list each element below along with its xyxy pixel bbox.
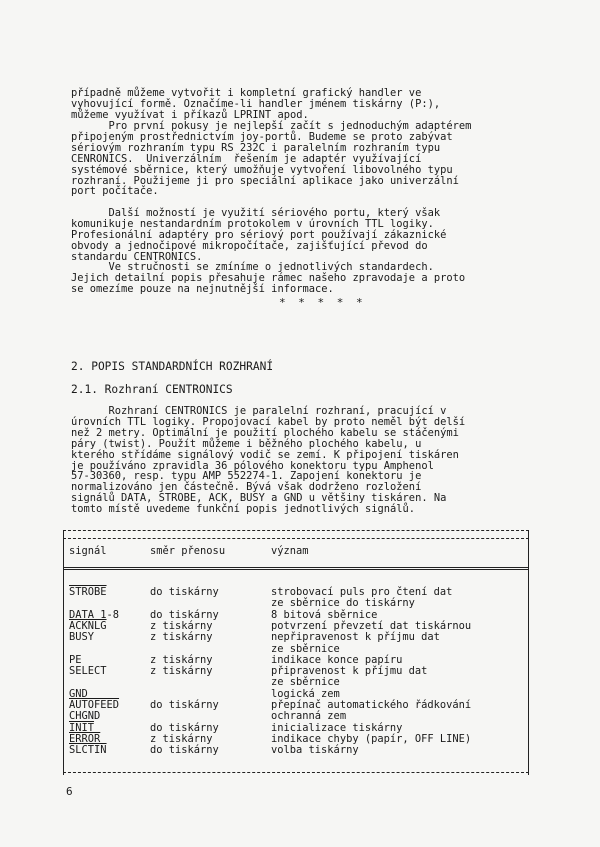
meaning-cell: připravenost k příjmu dat: [271, 665, 428, 678]
meaning-cell: nepřipravenost k příjmu dat: [271, 631, 440, 644]
meaning-cell: ze sběrnice do tiskárny: [271, 597, 415, 610]
table-row: [69, 689, 519, 700]
table-row: [69, 632, 519, 643]
table-top-rule: [63, 530, 529, 531]
table-row: [69, 711, 519, 722]
direction-cell: do tiskárny: [150, 608, 219, 621]
table-row: [69, 666, 519, 677]
table-header-meaning: význam: [271, 545, 309, 557]
text-line: rozhraní. Použijeme ji pro speciální aplikace jako univerzální: [71, 174, 459, 187]
signal-cell: PE: [69, 653, 82, 666]
meaning-cell: přepínač automatického řádkování: [271, 699, 472, 711]
meaning-cell: potvrzení převzetí dat tiskárnou: [271, 619, 472, 632]
table-header-signal: signál: [69, 545, 107, 557]
table-row: [69, 677, 519, 688]
signal-cell: INIT: [69, 721, 95, 734]
signal-cell: SLCTIN: [69, 744, 107, 757]
centronics-paragraph: [71, 406, 525, 515]
text-line: Ve stručnosti se zmíníme o jednotlivých standardech.: [71, 261, 434, 273]
meaning-cell: indikace chyby (papír, OFF LINE): [271, 732, 472, 745]
subsection-heading: 2.1. Rozhraní CENTRONICS: [71, 383, 233, 396]
intro-paragraph: [71, 208, 525, 263]
direction-cell: do tiskárny: [150, 744, 219, 757]
meaning-cell: 8 bitová sběrnice: [271, 608, 378, 621]
text-line: kterého střídáme signálový vodič se zemí. K připojení tiskáren: [71, 448, 459, 461]
table-row: [69, 598, 519, 609]
text-line: standardu CENTRONICS.: [71, 250, 203, 263]
text-line: systémové sběrnice, který umožňuje vytvoření libovolného typu: [71, 163, 453, 176]
meaning-cell: logická zem: [271, 687, 340, 700]
text-line: port počítače.: [71, 185, 159, 198]
table-row: [69, 587, 519, 598]
signal-cell: GND: [69, 687, 88, 700]
signal-cell: SELECT: [69, 665, 107, 678]
meaning-cell: ze sběrnice: [271, 642, 340, 655]
intro-paragraph: [71, 121, 525, 197]
table-row: [69, 655, 519, 666]
text-line: Profesionální adaptéry pro sériový port používají zákaznické: [71, 228, 447, 241]
meaning-cell: indikace konce papíru: [271, 653, 403, 666]
direction-cell: z tiskárny: [150, 665, 213, 678]
signal-cell: DATA 1-8: [69, 608, 120, 621]
text-line: případně můžeme vytvořit i kompletní grafický handler ve: [71, 87, 422, 99]
table-bottom-rule: [63, 772, 529, 773]
text-line: sériovým rozhraním typu RS 232C i paralelním rozhraním typu: [71, 141, 441, 154]
direction-cell: z tiskárny: [150, 619, 213, 632]
text-line: tomto místě uvedeme funkční popis jednotlivých signálů.: [71, 503, 416, 516]
table-row: [69, 723, 519, 734]
text-line: se omezíme pouze na nejnutnější informace.: [71, 282, 334, 295]
meaning-cell: strobovací puls pro čtení dat: [271, 586, 453, 598]
intro-paragraph: [71, 262, 525, 295]
text-line: páry (twist). Použít můžeme i běžného plochého kabelu, u: [71, 437, 422, 450]
table-row: [69, 700, 519, 711]
text-line: signálů DATA, STROBE, ACK, BUSY a GND u většiny tiskáren. Na: [71, 492, 447, 505]
text-line: CENRONICS. Univerzálním řešením je adaptér využívající: [71, 152, 422, 165]
text-line: Další možností je využití sériového portu, který však: [71, 207, 441, 219]
direction-cell: z tiskárny: [150, 732, 213, 745]
table-header-rule: [63, 567, 529, 570]
table-row: [69, 745, 519, 756]
direction-cell: z tiskárny: [150, 653, 213, 666]
direction-cell: do tiskárny: [150, 586, 219, 598]
text-line: normalizováno jen částečně. Bývá však dodrženo rozložení: [71, 481, 422, 494]
table-row: [69, 734, 519, 745]
table-row: [69, 610, 519, 621]
meaning-cell: volba tiskárny: [271, 744, 359, 757]
direction-cell: do tiskárny: [150, 699, 219, 711]
signal-cell: STROBE: [69, 586, 107, 598]
text-line: můžeme využívat i příkazů LPRINT apod.: [71, 108, 309, 121]
signal-cell: ERROR: [69, 732, 101, 745]
table-top-rule-2: [63, 538, 529, 539]
direction-cell: do tiskárny: [150, 721, 219, 734]
direction-cell: z tiskárny: [150, 631, 213, 644]
table-row: [69, 644, 519, 655]
section-separator-stars: * * * * *: [279, 296, 366, 309]
text-line: 57-30360, resp. typu AMP 552274-1. Zapojení konektoru je: [71, 470, 422, 483]
text-line: vyhovující formě. Označíme-li handler jménem tiskárny (P:),: [71, 97, 441, 110]
meaning-cell: ochranná zem: [271, 710, 347, 723]
text-line: obvody a jednočipové mikropočítače, zajišťující převod do: [71, 239, 428, 252]
signal-cell: ACKNLG: [69, 619, 107, 632]
text-line: Jejich detailní popis přesahuje rámec našeho zpravodaje a proto: [71, 271, 466, 284]
intro-paragraph: [71, 88, 525, 121]
meaning-cell: ze sběrnice: [271, 676, 340, 689]
signal-cell: CHGND: [69, 710, 101, 723]
text-line: Pro první pokusy je nejlepší začít s jednoduchým adaptérem: [71, 120, 472, 132]
text-line: Rozhraní CENTRONICS je paralelní rozhraní, pracující v: [71, 405, 447, 417]
table-row: [69, 621, 519, 632]
page-number: 6: [66, 785, 73, 798]
text-line: je používáno zpravidla 36 pólového konektoru typu Amphenol: [71, 459, 434, 472]
text-line: než 2 metry. Optimální je použití plochého kabelu se stáčenými: [71, 426, 459, 439]
meaning-cell: inicializace tiskárny: [271, 721, 403, 734]
signal-cell: BUSY: [69, 631, 95, 644]
signal-cell: AUTOFEED: [69, 699, 120, 711]
text-line: komunikuje nestandardním protokolem v úrovních TTL logiky.: [71, 217, 434, 230]
text-line: připojeným prostřednictvím joy-portů. Budeme se proto zabývat: [71, 130, 453, 143]
text-line: úrovních TTL logiky. Propojovací kabel by proto neměl být delší: [71, 415, 466, 428]
section-heading: 2. POPIS STANDARDNÍCH ROZHRANÍ: [71, 360, 274, 373]
table-header-direction: směr přenosu: [150, 545, 226, 557]
